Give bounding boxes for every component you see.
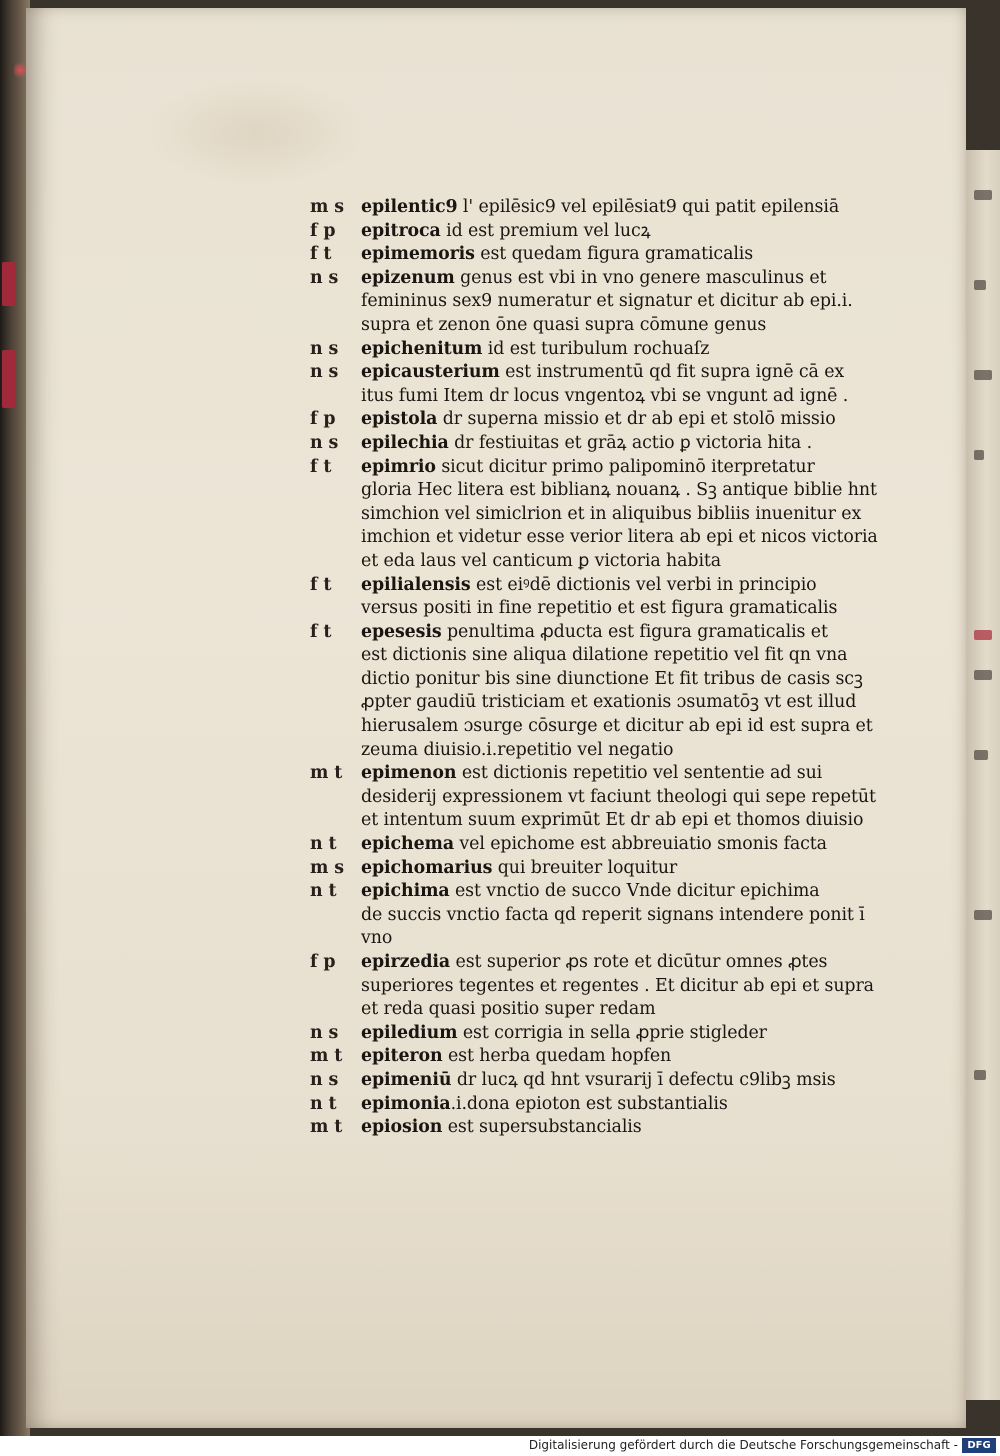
grammar-marker: m s	[310, 857, 344, 878]
lemma: epimrio	[361, 456, 436, 477]
text-line	[309, 786, 904, 810]
text-line	[309, 904, 904, 928]
text-line	[309, 644, 904, 668]
dictionary-text-block	[309, 196, 904, 1140]
grammar-marker: n s	[310, 432, 339, 453]
entry-text: itus fumi Item dr locus vngentoꝝ vbi se vngunt ad ignē .	[361, 385, 849, 406]
entry-text: versus positi in fine repetitio et est figura gramaticalis	[361, 598, 838, 619]
scan-marker	[14, 60, 26, 80]
lemma: epimemoris	[361, 244, 475, 265]
lemma: epichema	[361, 834, 454, 855]
text-line	[309, 550, 904, 574]
lemma: epirzedia	[361, 952, 451, 972]
text-line	[309, 1045, 904, 1069]
lemma: epizenum	[361, 267, 455, 288]
entry-text: sicut dicitur primo palipominō iterpretatur	[435, 456, 815, 477]
grammar-marker: f t	[310, 244, 332, 265]
text-line	[309, 361, 904, 385]
lemma: epilentic9	[361, 197, 458, 217]
text-line	[309, 1116, 904, 1140]
entry-text: hierusalem ɔsurge cōsurge et dicitur ab epi id est supra et	[361, 716, 873, 737]
grammar-marker: n s	[310, 1069, 339, 1090]
text-line	[309, 479, 904, 503]
grammar-marker: n t	[310, 881, 337, 902]
adjacent-page-edge	[966, 150, 1000, 1400]
entry-text: gloria Hec litera est biblianꝝ nouanꝝ . Sꝫ antique biblie hnt	[361, 480, 877, 501]
text-line	[309, 338, 904, 362]
text-line	[309, 597, 904, 621]
grammar-marker: n s	[310, 338, 339, 359]
lemma: epiteron	[361, 1046, 443, 1067]
text-line	[309, 621, 904, 645]
text-line	[309, 526, 904, 550]
entry-text: dr lucꝝ qd hnt vsurarij ī defectu c9libꝫ msis	[451, 1069, 836, 1090]
text-line	[309, 267, 904, 291]
text-line	[309, 691, 904, 715]
text-line	[309, 975, 904, 999]
entry-text: penultima ꝓducta est figura gramaticalis et	[441, 621, 828, 642]
entry-text: id est turibulum rochuaſz	[482, 338, 710, 359]
entry-text: femininus sex9 numeratur et signatur et dicitur ab epi.i.	[361, 291, 853, 312]
entry-text: .i.dona epioton est substantialis	[450, 1093, 728, 1114]
grammar-marker: f t	[310, 456, 332, 477]
text-line	[309, 408, 904, 432]
grammar-marker: n t	[310, 834, 337, 855]
lemma: epistola	[361, 409, 438, 430]
text-line	[309, 1022, 904, 1046]
lemma: epimenon	[361, 763, 457, 784]
entry-text: dr superna missio et dr ab epi et stolō missio	[437, 409, 836, 430]
lemma: epichomarius	[361, 857, 493, 878]
lemma: epilialensis	[361, 574, 471, 595]
text-line	[309, 715, 904, 739]
grammar-marker: f t	[310, 621, 332, 642]
text-line	[309, 809, 904, 833]
entry-text: est corrigia in sella ꝓprie stigleder	[457, 1022, 767, 1043]
entry-text: desiderij expressionem vt faciunt theologi qui sepe repetūt	[361, 786, 876, 807]
lemma: epiosion	[361, 1117, 443, 1138]
lemma: epimeniū	[361, 1069, 452, 1090]
entry-text: est dictionis repetitio vel sententie ad sui	[456, 763, 823, 784]
entry-text: de succis vnctio facta qd reperit signans intendere ponit ī	[361, 904, 865, 925]
text-line	[309, 574, 904, 598]
ribbon-tab	[2, 350, 16, 408]
grammar-marker: f p	[310, 409, 336, 430]
entry-text: et intentum suum exprimūt Et dr ab epi et thomos diuisio	[361, 810, 864, 831]
entry-text: zeuma diuisio.i.repetitio vel negatio	[361, 739, 674, 760]
lemma: epichenitum	[361, 338, 483, 359]
grammar-marker: f t	[310, 574, 332, 595]
entry-text: l' epilēsic9 vel epilēsiat9 qui patit epilensiā	[457, 197, 840, 217]
entry-text: ꝓpter gaudiū tristiciam et exationis ɔsumatōꝫ vt est illud	[361, 692, 857, 713]
entry-text: est eiꝰdē dictionis vel verbi in principio	[470, 574, 817, 595]
text-line	[309, 243, 904, 267]
dfg-logo: DFG	[962, 1438, 996, 1453]
grammar-marker: n s	[310, 362, 339, 383]
entry-text: est superior ꝓs rote et dicūtur omnes ꝓtes	[450, 952, 828, 972]
grammar-marker: n s	[310, 267, 339, 288]
grammar-marker: n s	[310, 1022, 339, 1043]
entry-text: est vnctio de succo Vnde dicitur epichima	[449, 881, 820, 902]
text-line	[309, 196, 904, 220]
text-line	[309, 951, 904, 975]
paper-stain	[146, 78, 366, 188]
text-line	[309, 857, 904, 881]
text-line	[309, 833, 904, 857]
text-line	[309, 220, 904, 244]
entry-text: simchion vel simiclrion et in aliquibus bibliis inuenitur ex	[361, 503, 862, 524]
entry-text: supra et zenon ōne quasi supra cōmune genus	[361, 314, 767, 335]
grammar-marker: m t	[310, 1046, 343, 1067]
footer-text: Digitalisierung gefördert durch die Deutsche Forschungsgemeinschaft -	[528, 1438, 958, 1452]
entry-text: et eda laus vel canticum ꝑ victoria habita	[361, 550, 722, 571]
grammar-marker: f p	[310, 220, 336, 241]
text-line	[309, 1069, 904, 1093]
entry-text: vno	[361, 928, 393, 949]
entry-text: dictio ponitur bis sine diunctione Et fit tribus de casis scꝫ	[361, 668, 863, 689]
lemma: epichima	[361, 881, 450, 902]
entry-text: qui breuiter loquitur	[492, 857, 678, 878]
text-line	[309, 456, 904, 480]
grammar-marker: m t	[310, 763, 343, 784]
text-line	[309, 314, 904, 338]
entry-text: vel epichome est abbreuiatio smonis facta	[454, 834, 827, 855]
text-line	[309, 762, 904, 786]
entry-text: et reda quasi positio super redam	[361, 999, 656, 1020]
lemma: epiledium	[361, 1022, 458, 1043]
text-line	[309, 503, 904, 527]
text-line	[309, 432, 904, 456]
grammar-marker: f p	[310, 952, 336, 972]
grammar-marker: m t	[310, 1117, 343, 1138]
lemma: epicausterium	[361, 362, 500, 383]
entry-text: est instrumentū qd fit supra ignē cā ex	[499, 362, 845, 383]
entry-text: dr festiuitas et grāꝝ actio ꝑ victoria hita .	[448, 432, 813, 453]
text-line	[309, 739, 904, 763]
entry-text: est quedam figura gramaticalis	[474, 244, 754, 265]
grammar-marker: m s	[310, 197, 344, 217]
lemma: epesesis	[361, 621, 442, 642]
text-line	[309, 290, 904, 314]
entry-text: superiores tegentes et regentes . Et dicitur ab epi et supra	[361, 975, 874, 996]
entry-text: est supersubstancialis	[442, 1117, 642, 1138]
lemma: epimonia	[361, 1093, 451, 1114]
lemma: epitroca	[361, 220, 441, 241]
grammar-marker: n t	[310, 1093, 337, 1114]
text-line	[309, 385, 904, 409]
entry-text: est dictionis sine aliqua dilatione repetitio vel fit qn vna	[361, 645, 848, 666]
text-line	[309, 880, 904, 904]
text-line	[309, 668, 904, 692]
text-line	[309, 998, 904, 1022]
entry-text: genus est vbi in vno genere masculinus et	[454, 267, 827, 288]
lemma: epilechia	[361, 432, 449, 453]
entry-text: id est premium vel lucꝝ	[440, 220, 651, 241]
text-line	[309, 1093, 904, 1117]
ribbon-tab	[2, 262, 16, 306]
entry-text: est herba quedam hopfen	[442, 1046, 672, 1067]
footer-bar	[0, 1436, 1000, 1456]
entry-text: imchion et videtur esse verior litera ab epi et nicos victoria	[361, 527, 878, 548]
text-line	[309, 927, 904, 951]
